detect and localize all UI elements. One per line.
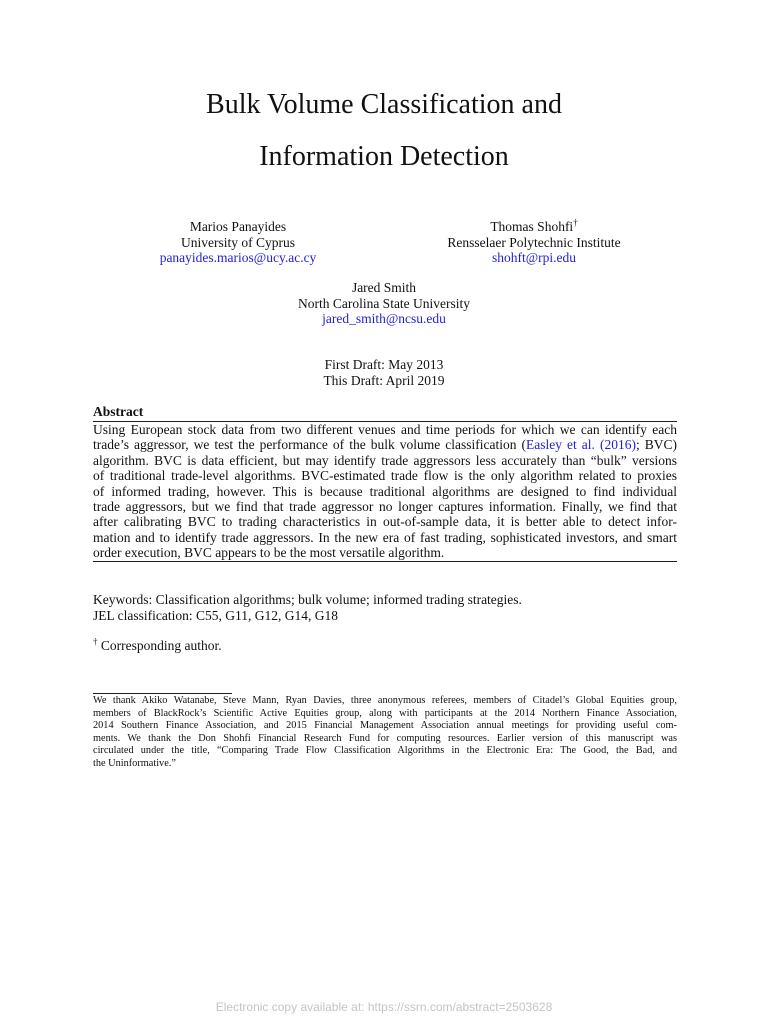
footnote-line: ments. We thank the Don Shohfi Financial Research Fund for computing resources. Earlier version of this manuscript was (93, 732, 677, 744)
abstract-bottom-rule (93, 561, 677, 562)
abstract-line-text: ; BVC) (635, 437, 677, 453)
author-email-link[interactable]: jared_smith@ncsu.edu (322, 311, 446, 326)
paper-title-line-1: Bulk Volume Classification and (206, 89, 562, 120)
footnote-line: the Uninformative.” (93, 757, 176, 769)
author-name-line (420, 219, 648, 235)
first-draft-date: First Draft: May 2013 (324, 357, 444, 372)
abstract-line: Using European stock data from two different venues and time periods for which we can identify each (93, 422, 677, 437)
author-block-shohfi (420, 219, 648, 266)
author-name: Jared Smith (351, 280, 417, 295)
author-affiliation: Rensselaer Polytechnic Institute (447, 234, 621, 250)
abstract-heading: Abstract (93, 404, 144, 419)
author-name: Marios Panayides (189, 219, 287, 234)
ssrn-availability-notice[interactable]: Electronic copy available at: https://ssrn.com/abstract=2503628 (215, 1000, 553, 1014)
abstract-line: after calibrating BVC to trading characteristics in out-of-sample data, it is better able to detect infor- (93, 514, 677, 530)
abstract-line: of traditional trade-level algorithms. BVC-estimated trade flow is the only algorithm related to proxies (93, 468, 677, 484)
corresponding-author-mark: † (93, 636, 98, 647)
paper-title-line-2: Information Detection (259, 141, 509, 172)
citation-link[interactable]: Easley et al. (2016) (526, 437, 636, 453)
corresponding-author-mark: † (573, 217, 578, 228)
draft-dates (0, 357, 768, 388)
author-email-link[interactable]: shohft@rpi.edu (491, 250, 577, 265)
acknowledgements-footnote (93, 695, 677, 771)
author-block-panayides (128, 219, 348, 266)
footnote-rule (93, 693, 232, 694)
corresponding-author-note (93, 638, 222, 654)
author-block-smith (264, 280, 504, 327)
keywords-block (93, 592, 522, 624)
abstract-line: mation and to identify trade aggressors. In the new era of fast trading, sophisticated investors, and smart (93, 529, 677, 545)
footnote-line: We thank Akiko Watanabe, Steve Mann, Ryan Davies, three anonymous referees, members of Citadel’s Global Equities group, (93, 695, 677, 706)
footnote-line: members of BlackRock’s Scientific Active Equities group, along with participants at the 2014 Northern Finance Association, (93, 707, 677, 719)
this-draft-date: This Draft: April 2019 (323, 372, 445, 388)
author-name: Thomas Shohfi (490, 219, 574, 234)
abstract-line: order execution, BVC appears to be the most versatile algorithm. (93, 545, 445, 561)
footnote-line: 2014 Southern Finance Association, and 2015 Financial Management Association annual meetings for providing useful com- (93, 720, 677, 732)
abstract-line (93, 437, 677, 452)
abstract-body (93, 422, 677, 561)
abstract-line-text: trade’s aggressor, we test the performance of the bulk volume classification ( (93, 437, 527, 453)
keywords: Keywords: Classification algorithms; bulk volume; informed trading strategies. (93, 592, 522, 607)
author-affiliation: North Carolina State University (297, 295, 471, 311)
corresponding-author-text: Corresponding author. (97, 638, 222, 653)
abstract-line: trade aggressors, but we find that trade aggressor no longer captures information. Finally, we find that (93, 499, 677, 515)
abstract-line: algorithm. BVC is data efficient, but may identify trade aggressors less accurately than “bulk” versions (93, 452, 677, 468)
author-email-link[interactable]: panayides.marios@ucy.ac.cy (159, 250, 317, 265)
jel-classification: JEL classification: C55, G11, G12, G14, G18 (93, 608, 338, 623)
author-affiliation: University of Cyprus (181, 234, 295, 250)
footnote-line: circulated under the title, “Comparing Trade Flow Classification Algorithms in the Electronic Era: The Good, the Bad, and (93, 745, 677, 757)
abstract-line: of informed trading, however. This is because traditional algorithms are designed to find individual (93, 483, 677, 499)
